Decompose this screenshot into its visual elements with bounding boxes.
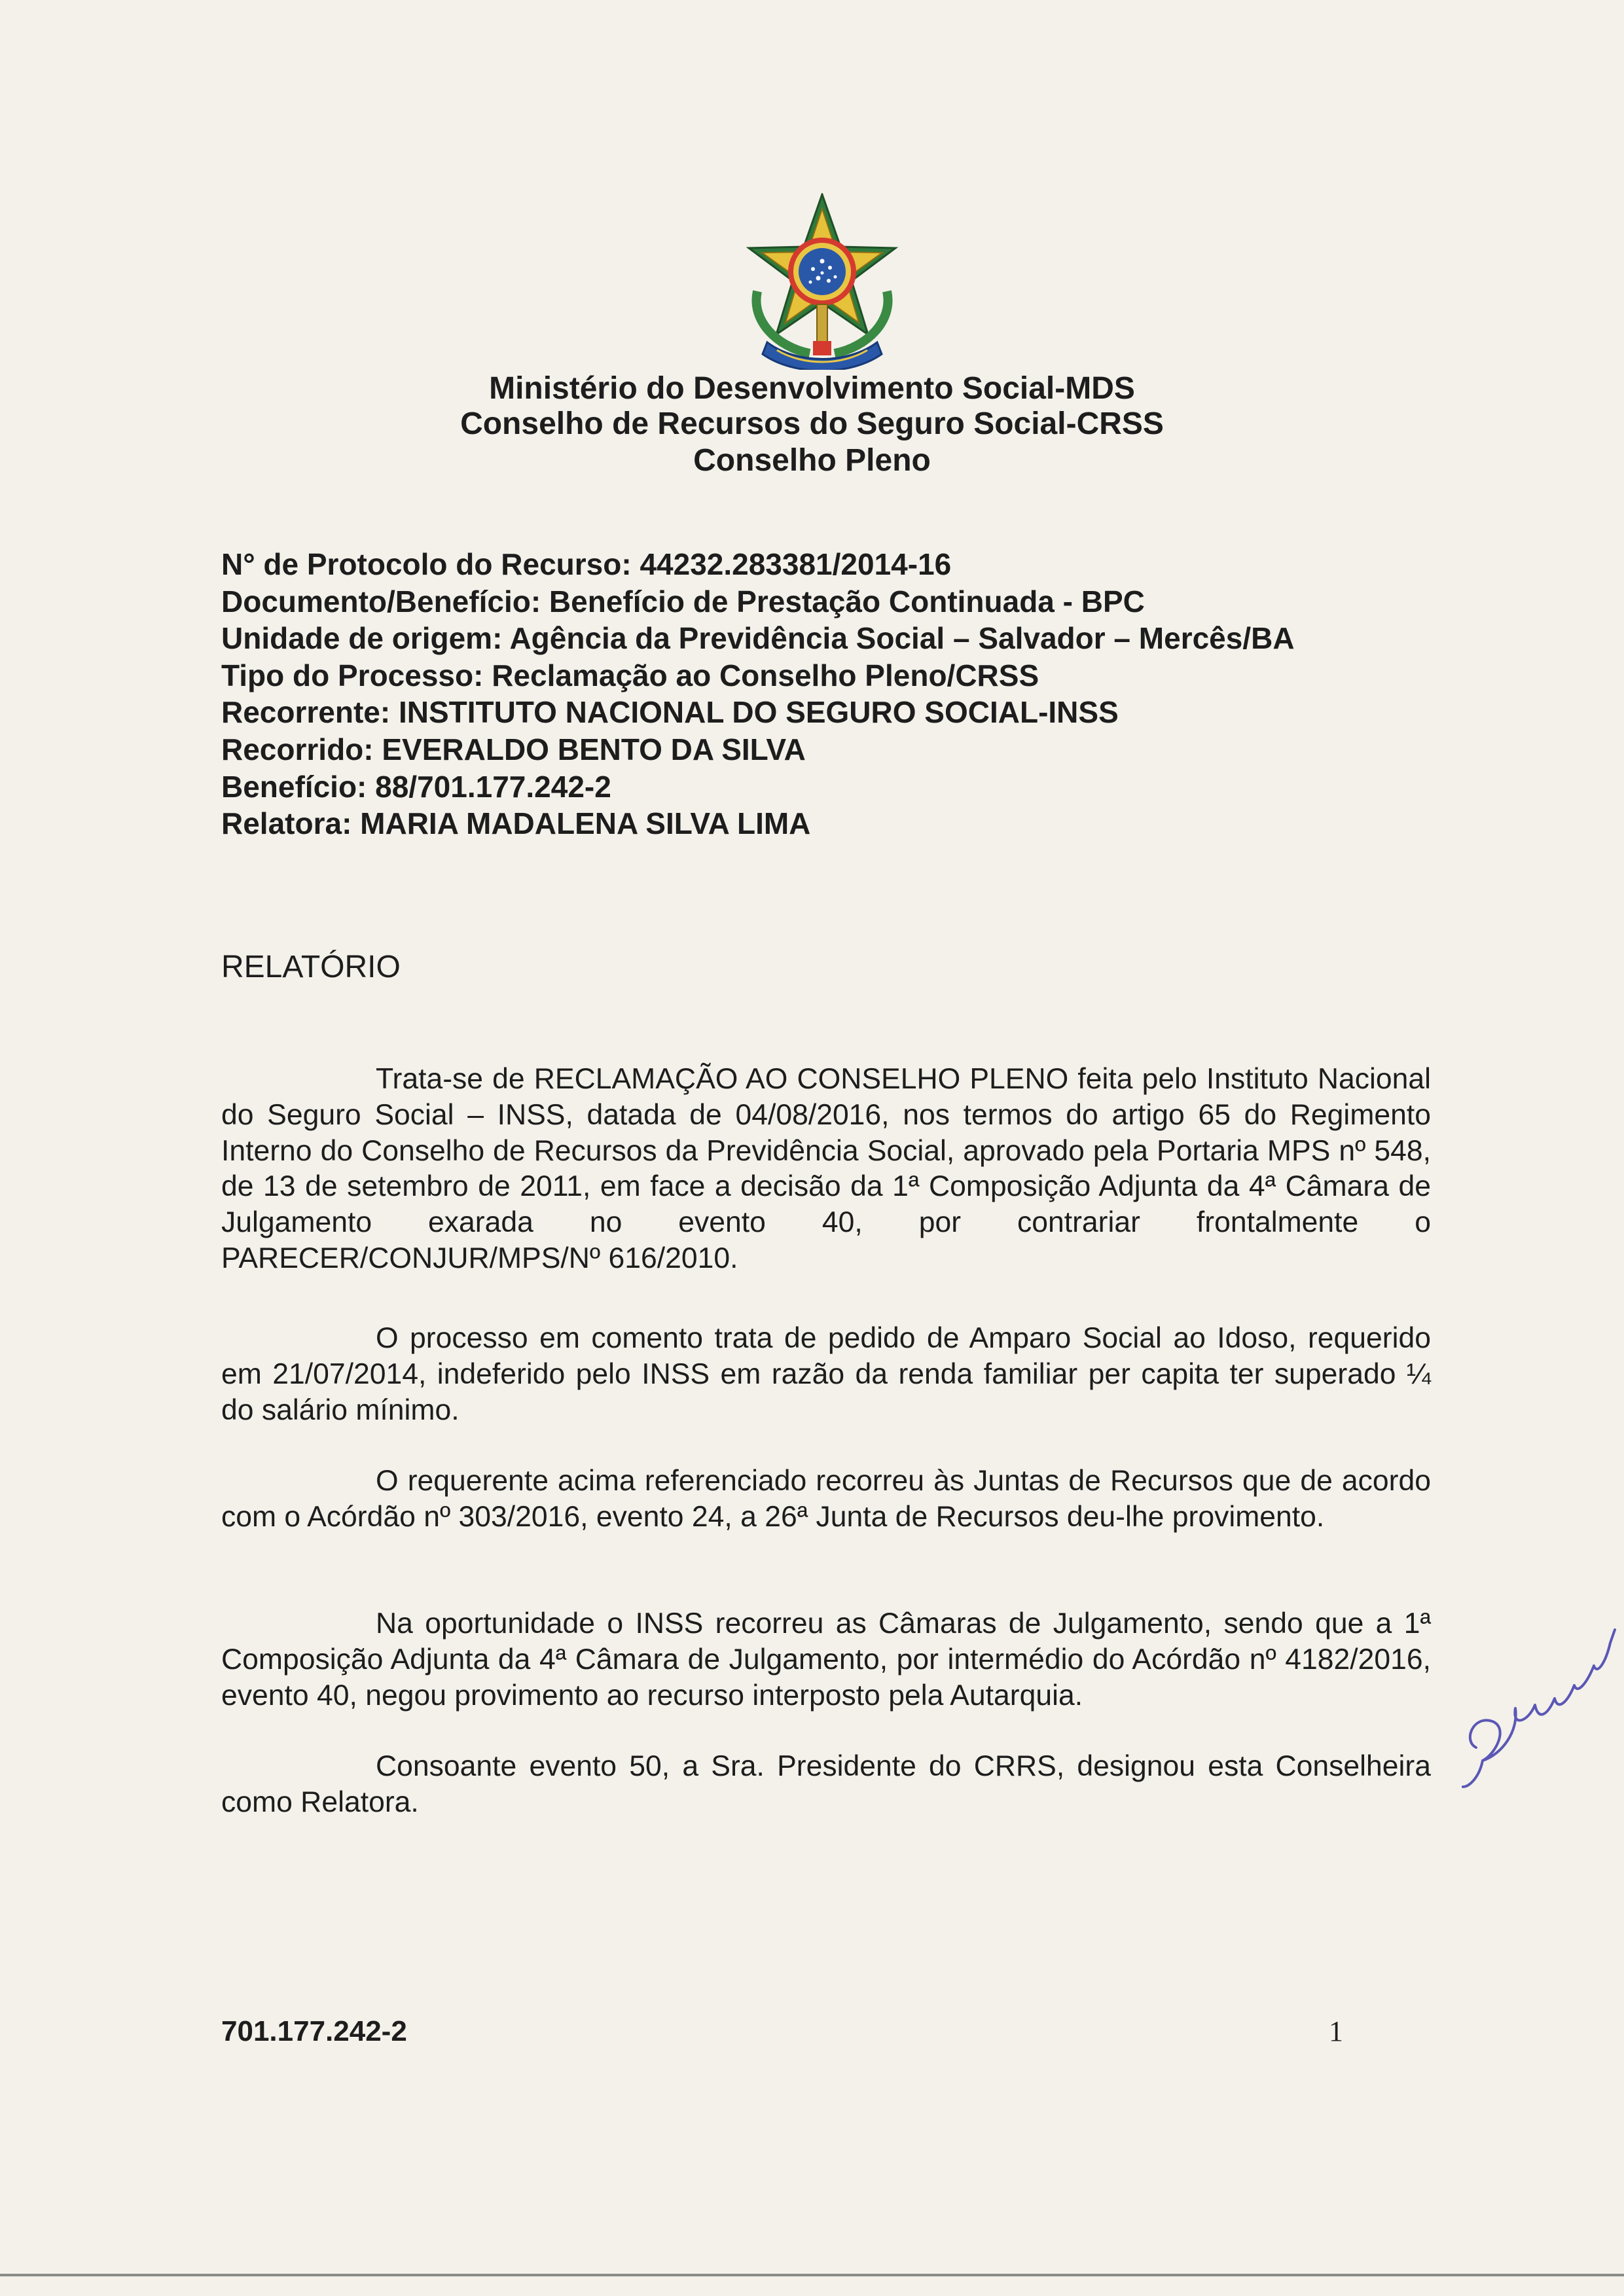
bottom-scan-edge: [0, 2274, 1624, 2276]
ministry-name: Ministério do Desenvolvimento Social-MDS: [489, 371, 1135, 406]
paragraph-text: Trata-se de RECLAMAÇÃO AO CONSELHO PLENO feita pelo Instituto Nacional do Seguro Social – INSS, datada de 04/08/2016, nos termos do artigo 65 do Regimento Interno do Conselho de Recursos da Previdência Social, aprovado pela Portaria MPS nº 548, de 13 de setembro de 2011, em face a decisão da 1ª Composição Adjunta da 4ª Câmara de Julgamento exarada no evento 40, por contrariar frontalmente o PARECER/CONJUR/MPS/Nº 616/2010.: [221, 1063, 1431, 1274]
rapporteur: Relatora: MARIA MADALENA SILVA LIMA: [221, 806, 811, 841]
appellant: Recorrente: INSTITUTO NACIONAL DO SEGURO SOCIAL-INSS: [221, 695, 1119, 730]
respondent: Recorrido: EVERALDO BENTO DA SILVA: [221, 732, 806, 766]
brazil-coat-of-arms-icon: [731, 193, 913, 370]
report-paragraph-4: [221, 1606, 1431, 1713]
paragraph-text: O requerente acima referenciado recorreu às Juntas de Recursos que de acordo com o Acórdão nº 303/2016, evento 24, a 26ª Junta de Recursos deu-lhe provimento.: [221, 1465, 1431, 1533]
section-title: RELATÓRIO: [221, 950, 401, 984]
process-metadata: [221, 546, 1295, 842]
report-paragraph-1: [221, 1062, 1431, 1277]
benefit-number: Benefício: 88/701.177.242-2: [221, 769, 611, 804]
process-type: Tipo do Processo: Reclamação ao Conselho Pleno/CRSS: [221, 658, 1039, 692]
report-paragraph-5: [221, 1749, 1431, 1821]
protocol-number: N° de Protocolo do Recurso: 44232.283381/2014-16: [221, 547, 952, 581]
report-paragraph-2: [221, 1321, 1431, 1428]
document-benefit: Documento/Benefício: Benefício de Prestação Continuada - BPC: [221, 584, 1145, 619]
council-section: Conselho Pleno: [693, 443, 931, 478]
page-number: 1: [1329, 2015, 1343, 2047]
paragraph-text: Consoante evento 50, a Sra. Presidente do CRRS, designou esta Conselheira como Relatora.: [221, 1750, 1431, 1818]
footer-benefit-id: 701.177.242-2: [221, 2015, 407, 2047]
paragraph-text: O processo em comento trata de pedido de Amparo Social ao Idoso, requerido em 21/07/2014, indeferido pelo INSS em razão da renda familiar per capita ter superado ¼ do salário mínimo.: [221, 1322, 1431, 1426]
handwritten-initials-signature: [1456, 1590, 1620, 1800]
origin-unit: Unidade de origem: Agência da Previdência Social – Salvador – Mercês/BA: [221, 621, 1295, 656]
council-name: Conselho de Recursos do Seguro Social-CRSS: [460, 406, 1164, 441]
report-paragraph-3: [221, 1463, 1431, 1535]
paragraph-text: Na oportunidade o INSS recorreu as Câmaras de Julgamento, sendo que a 1ª Composição Adjunta da 4ª Câmara de Julgamento, por intermédio do Acórdão nº 4182/2016, evento 40, negou provimento ao recurso interposto pela Autarquia.: [221, 1607, 1431, 1712]
